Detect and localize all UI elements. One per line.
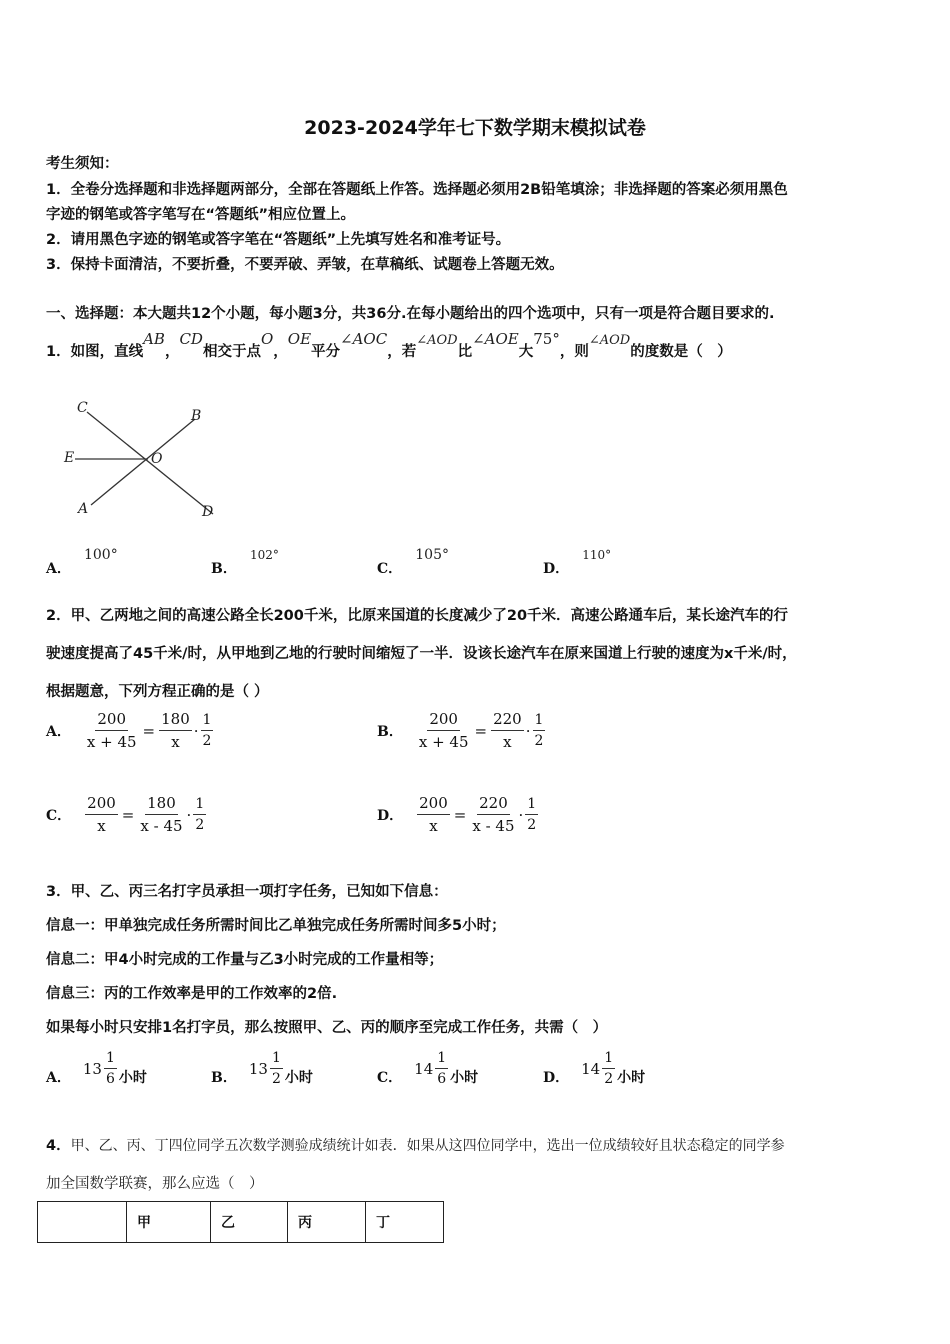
denominator: x - 45 [472, 817, 515, 835]
denominator: 2 [195, 817, 205, 833]
q2-option-c[interactable] [46, 794, 206, 835]
denominator: x [429, 817, 438, 835]
q2-option-c-letter: C． [46, 807, 72, 824]
unit-hours: 小时 [617, 1070, 646, 1086]
q2-a-fraction-2 [159, 710, 192, 751]
mixed-number-fraction [104, 1050, 117, 1087]
numerator: 200 [95, 710, 128, 731]
numerator: 1 [533, 712, 546, 731]
denominator: 2 [202, 733, 212, 749]
q1-option-a[interactable] [46, 547, 118, 578]
mixed-number-whole: 14 [581, 1059, 601, 1078]
q1-degree-75: 75° [533, 330, 560, 348]
numerator: 1 [270, 1050, 283, 1069]
q1-option-d-letter: D． [543, 561, 570, 577]
mixed-number-fraction [435, 1050, 448, 1087]
numerator: 180 [145, 794, 178, 815]
q3-option-d[interactable] [543, 1050, 645, 1087]
q2-c-fraction-3 [193, 796, 206, 833]
equals-sign: = [121, 805, 135, 824]
denominator: x + 45 [86, 733, 137, 751]
multiply-dot: · [525, 721, 531, 740]
line-cd [87, 412, 213, 514]
q3-option-b[interactable] [211, 1050, 313, 1087]
q3-option-b-letter: B． [211, 1070, 237, 1086]
q2-option-a[interactable] [46, 710, 213, 751]
question-2-line-3: 根据题意，下列方程正确的是（ ） [46, 684, 269, 700]
q2-c-fraction-2 [138, 794, 184, 835]
denominator: 2 [271, 1071, 281, 1087]
q2-option-b-letter: B． [377, 723, 403, 740]
equals-sign: = [474, 721, 488, 740]
numerator: 220 [477, 794, 510, 815]
unit-hours: 小时 [284, 1070, 313, 1086]
q2-c-fraction-1 [85, 794, 118, 835]
table-header-yi: 乙 [211, 1202, 288, 1243]
notice-item-1-line-2: 字迹的钢笔或答字笔写在“答题纸”相应位置上。 [46, 207, 356, 223]
question-3-line-1: 3．甲、乙、丙三名打字员承担一项打字任务，已知如下信息： [46, 884, 448, 900]
equals-sign: = [453, 805, 467, 824]
line-ab [91, 419, 195, 505]
page-title: 2023-2024学年七下数学期末模拟试卷 [304, 117, 646, 139]
question-4-number: 4． [46, 1138, 71, 1154]
q1-text-1: 1．如图，直线 [46, 344, 144, 360]
numerator: 1 [525, 796, 538, 815]
notice-item-2: 2．请用黑色字迹的钢笔或答字笔在“答题纸”上先填写姓名和准考证号。 [46, 232, 511, 248]
numerator: 220 [491, 710, 524, 731]
question-3-info-1: 信息一：甲单独完成任务所需时间比乙单独完成任务所需时间多5小时； [46, 918, 506, 934]
question-3-info-3: 信息三：丙的工作效率是甲的工作效率的2倍. [46, 986, 338, 1002]
q1-text-7: ，则 [559, 344, 589, 360]
mixed-number-fraction [270, 1050, 283, 1087]
question-4-text: 甲、乙、丙、丁四位同学五次数学测验成绩统计如表．如果从这四位同学中，选出一位成绩较好且状态稳定的同学参 [70, 1138, 785, 1154]
q1-line-ab: AB [143, 330, 165, 348]
label-a: A [78, 501, 89, 517]
q1-angle-aoc: ∠AOC [340, 330, 388, 348]
q1-text-6: 大 [518, 344, 534, 360]
q2-option-d[interactable] [377, 794, 538, 835]
mixed-number-whole: 14 [414, 1059, 434, 1078]
label-d: D [202, 504, 214, 520]
q3-option-c-letter: C． [377, 1070, 403, 1086]
denominator: x + 45 [418, 733, 469, 751]
numerator: 1 [201, 712, 214, 731]
table-header-bing: 丙 [288, 1202, 366, 1243]
denominator: 6 [437, 1071, 447, 1087]
q1-option-c-letter: C． [377, 561, 403, 577]
q2-b-fraction-3 [533, 712, 546, 749]
q1-geometry-figure [55, 392, 225, 527]
q2-b-fraction-1 [417, 710, 471, 751]
label-e: E [64, 450, 75, 466]
question-2-line-1: 2．甲、乙两地之间的高速公路全长200千米，比原来国道的长度减少了20千米．高速公路通车后，某长途汽车的行 [46, 608, 789, 624]
q1-ray-oe: OE [287, 330, 312, 348]
q1-point-o: O [260, 330, 274, 348]
q3-option-d-letter: D． [543, 1070, 570, 1086]
notice-item-3: 3．保持卡面清洁，不要折叠，不要弄破、弄皱，在草稿纸、试题卷上答题无效。 [46, 257, 564, 273]
numerator: 180 [159, 710, 192, 731]
multiply-dot: · [193, 721, 199, 740]
q3-option-c[interactable] [377, 1050, 478, 1087]
multiply-dot: · [186, 805, 192, 824]
denominator: 2 [534, 733, 544, 749]
notice-heading: 考生须知： [46, 156, 119, 172]
q1-option-b-letter: B． [211, 561, 237, 577]
q2-b-fraction-2 [491, 710, 524, 751]
denominator: 2 [604, 1071, 614, 1087]
mixed-number-fraction [602, 1050, 615, 1087]
denominator: x [503, 733, 512, 751]
q2-a-fraction-3 [201, 712, 214, 749]
q1-angle-aod-2: ∠AOD [588, 333, 631, 348]
question-1-stem [46, 330, 732, 361]
notice-item-1-line-1: 1．全卷分选择题和非选择题两部分，全部在答题纸上作答。选择题必须用2B铅笔填涂；非选择题的答案必须用黑色 [46, 182, 788, 198]
q1-line-cd: CD [179, 330, 203, 348]
numerator: 200 [85, 794, 118, 815]
label-o: O [151, 451, 163, 467]
q1-angle-aod: ∠AOD [416, 333, 458, 348]
q1-comma-2: ， [273, 344, 288, 360]
unit-hours: 小时 [118, 1070, 147, 1086]
q1-text-8: 的度数是（ ） [630, 344, 732, 360]
q1-comma-1: ， [164, 344, 180, 360]
table-header-blank [38, 1202, 127, 1243]
denominator: 2 [527, 817, 537, 833]
q1-text-3: 平分 [311, 344, 341, 360]
q2-d-fraction-3 [525, 796, 538, 833]
table-header-row [38, 1202, 444, 1243]
q1-text-2: 相交于点 [202, 344, 261, 360]
question-3-line-5: 如果每小时只安排1名打字员，那么按照甲、乙、丙的顺序至完成工作任务，共需（ ） [46, 1020, 608, 1036]
unit-hours: 小时 [450, 1070, 479, 1086]
q1-option-a-value: 100° [83, 547, 118, 563]
table-header-ding: 丁 [366, 1202, 444, 1243]
q2-option-b[interactable] [377, 710, 545, 751]
q2-d-fraction-1 [417, 794, 450, 835]
q1-option-a-letter: A． [46, 561, 71, 577]
question-3-info-2: 信息二：甲4小时完成的工作量与乙3小时完成的工作量相等； [46, 952, 444, 968]
equals-sign: = [142, 721, 156, 740]
numerator: 200 [427, 710, 460, 731]
numerator: 200 [417, 794, 450, 815]
q1-text-5: 比 [457, 344, 473, 360]
numerator: 1 [193, 796, 206, 815]
q3-option-a[interactable] [46, 1050, 147, 1087]
q1-option-c[interactable] [377, 547, 449, 578]
numerator: 1 [435, 1050, 448, 1069]
q1-option-d-value: 110° [582, 548, 612, 562]
q1-text-4: ，若 [387, 344, 417, 360]
label-b: B [191, 408, 202, 424]
q1-option-d[interactable] [543, 548, 612, 578]
multiply-dot: · [518, 805, 524, 824]
mixed-number-whole: 13 [248, 1059, 268, 1078]
q1-angle-aoe: ∠AOE [472, 330, 519, 348]
q1-option-b[interactable] [211, 548, 279, 578]
denominator: x [97, 817, 106, 835]
q3-option-a-letter: A． [46, 1070, 71, 1086]
denominator: x [171, 733, 180, 751]
question-4-line-2: 加全国数学联赛，那么应选（ ） [46, 1176, 264, 1192]
denominator: 6 [105, 1071, 115, 1087]
section-heading: 一、选择题：本大题共12个小题，每小题3分，共36分.在每小题给出的四个选项中，只有一项是符合题目要求的. [46, 306, 775, 322]
denominator: x - 45 [140, 817, 183, 835]
label-c: C [77, 400, 88, 416]
q2-option-d-letter: D． [377, 807, 404, 824]
mixed-number-whole: 13 [82, 1059, 102, 1078]
q2-d-fraction-2 [470, 794, 516, 835]
q2-a-fraction-1 [85, 710, 139, 751]
q4-scores-table [37, 1201, 444, 1243]
numerator: 1 [602, 1050, 615, 1069]
question-2-line-2: 驶速度提高了45千米/时，从甲地到乙地的行驶时间缩短了一半．设该长途汽车在原来国道上行驶的速度为x千米/时， [46, 646, 797, 662]
table-header-jia: 甲 [127, 1202, 211, 1243]
q2-option-a-letter: A． [46, 723, 71, 740]
q1-option-b-value: 102° [249, 548, 279, 562]
question-4-line-1 [46, 1134, 785, 1155]
q1-option-c-value: 105° [415, 547, 449, 563]
numerator: 1 [104, 1050, 117, 1069]
